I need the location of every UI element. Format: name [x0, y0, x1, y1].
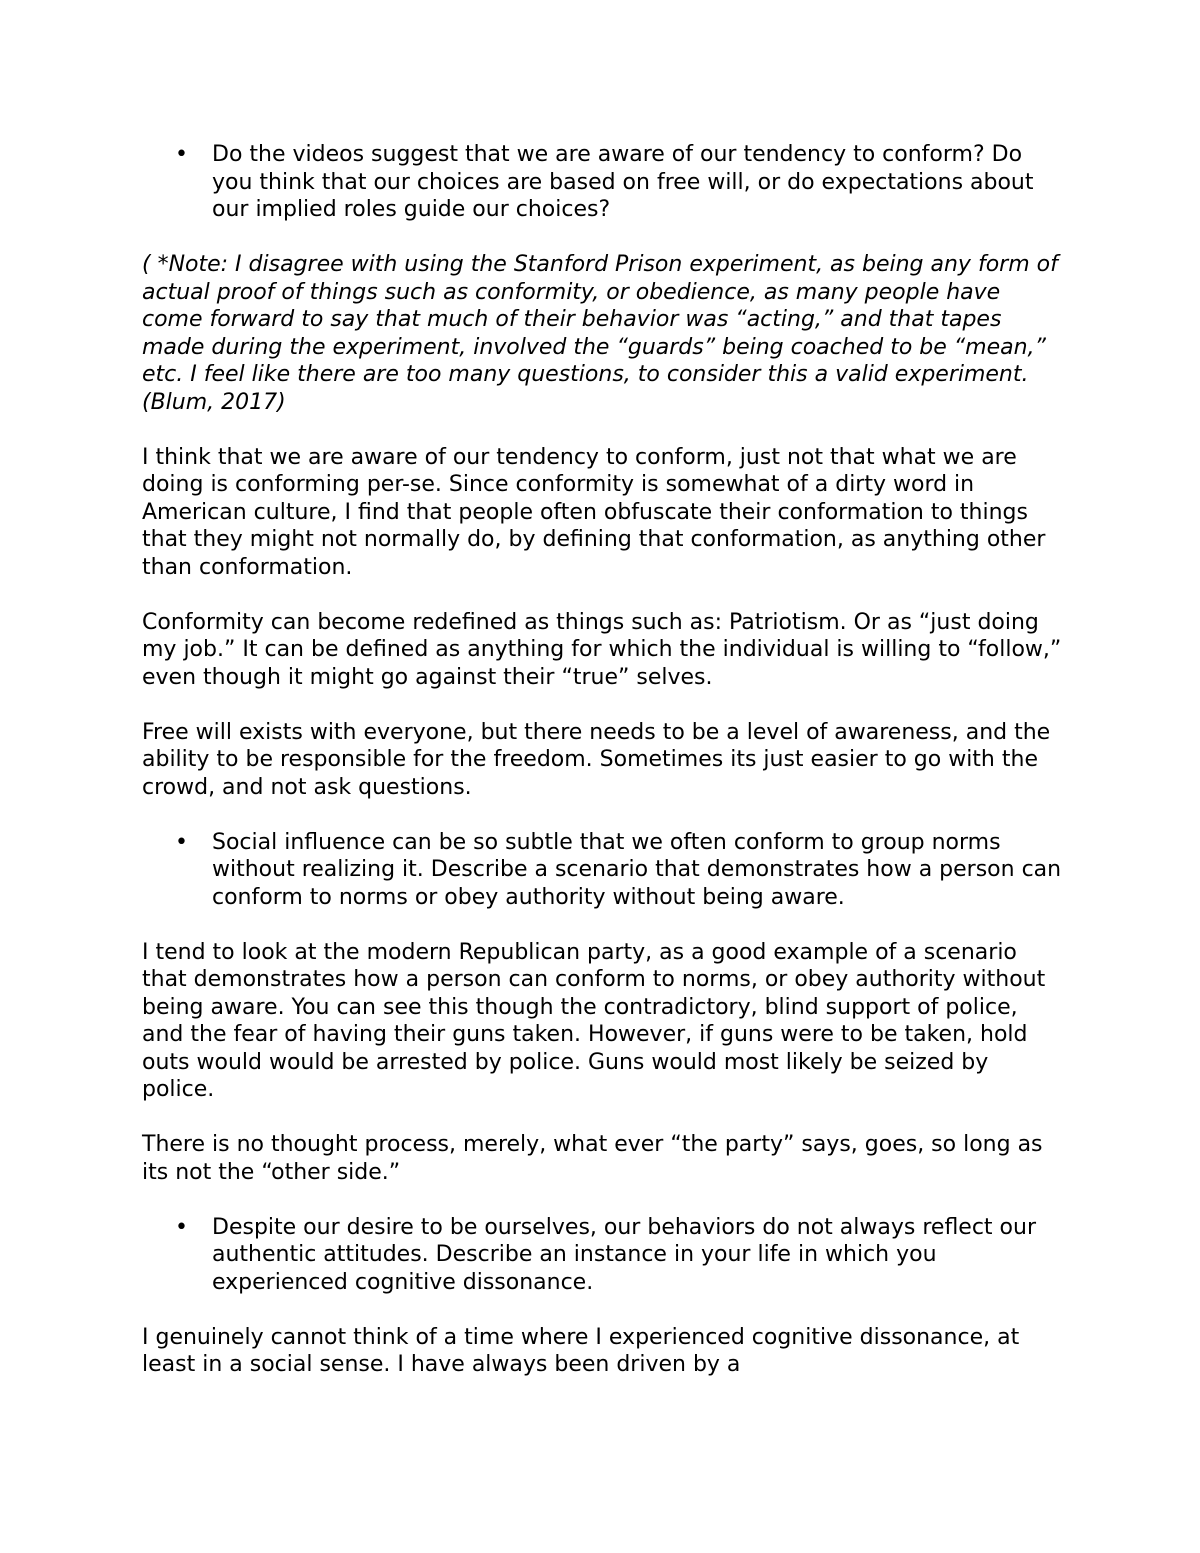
question-3 [142, 1214, 1062, 1297]
spacer [142, 911, 1062, 939]
spacer [142, 1186, 1062, 1214]
question-1-text: Do the videos suggest that we are aware of our tendency to conform? Do you think that our choices are based on free will, or do expectations about our implied roles guide our choices? [212, 142, 1034, 222]
note-paragraph: ( *Note: I disagree with using the Stanford Prison experiment, as being any form of actual proof of things such as conformity, or obedience, as many people have come forward to say that much of their behavior was “acting,” and that tapes made during the experiment, involved the “guards” being coached to be “mean,” etc. I feel like there are too many questions, to consider this a valid experiment. (Blum, 2017) [142, 252, 1058, 415]
spacer [142, 1296, 1062, 1324]
answer-2-paragraph-2: There is no thought process, merely, what ever “the party” says, goes, so long as its not the “other side.” [142, 1132, 1043, 1185]
spacer [142, 224, 1062, 252]
spacer [142, 416, 1062, 444]
answer-1-paragraph-3: Free will exists with everyone, but there needs to be a level of awareness, and the ability to be responsible for the freedom. Sometimes its just easier to go with the crowd, and not ask questions. [142, 719, 1051, 800]
document-page [142, 141, 1062, 1379]
spacer [142, 801, 1062, 829]
answer-3-paragraph-1: I genuinely cannot think of a time where I experienced cognitive dissonance, at least in a social sense. I have always been driven by a [142, 1324, 1020, 1377]
spacer [142, 691, 1062, 719]
answer-1-paragraph-2: Conformity can become redefined as things such as: Patriotism. Or as “just doing my job.” It can be defined as anything for which the individual is willing to “follow,” even though it might go against their “true” selves. [142, 609, 1062, 690]
bullet-icon: • [175, 142, 188, 167]
bullet-icon: • [175, 1214, 188, 1240]
question-1 [142, 141, 1062, 224]
answer-1-paragraph-1: I think that we are aware of our tendency to conform, just not that what we are doing is conforming per-se. Since conformity is somewhat of a dirty word in American culture, I find that people often obfuscate their conformation to things that they might not normally do, by defining that conformation, as anything other than conformation. [142, 444, 1046, 580]
question-2-text: Social influence can be so subtle that we often conform to group norms without realizing it. Describe a scenario that demonstrates how a person can conform to norms or obey authority without being aware. [212, 829, 1062, 910]
spacer [142, 581, 1062, 609]
spacer [142, 1104, 1062, 1132]
bullet-icon: • [175, 829, 188, 855]
question-2 [142, 829, 1062, 912]
answer-2-paragraph-1: I tend to look at the modern Republican party, as a good example of a scenario that demonstrates how a person can conform to norms, or obey authority without being aware. You can see this though the contradictory, blind support of police, and the fear of having their guns taken. However, if guns were to be taken, hold outs would would be arrested by police. Guns would most likely be seized by police. [142, 939, 1046, 1102]
question-3-text: Despite our desire to be ourselves, our behaviors do not always reflect our authentic attitudes. Describe an instance in your life in which you experienced cognitive dissonance. [212, 1214, 1037, 1295]
